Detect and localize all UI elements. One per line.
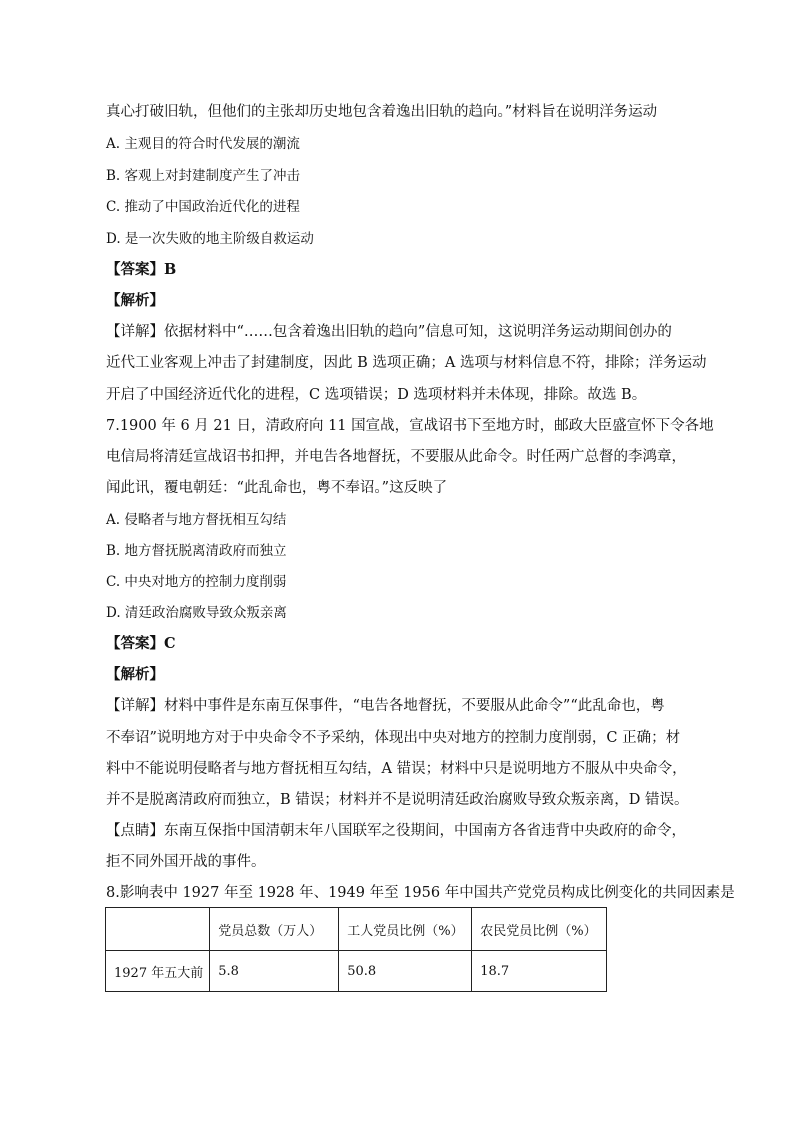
option-a: A. 主观目的符合时代发展的潮流 — [106, 136, 300, 152]
option-d: D. 清廷政治腐败导致众叛亲离 — [106, 605, 287, 621]
tip-line: 【点睛】东南互保指中国清朝末年八国联军之役期间，中国南方各省违背中央政府的命令， — [106, 823, 686, 839]
tip-line: 拒不同外国开战的事件。 — [106, 854, 266, 870]
answer-label: 【答案】B — [106, 261, 177, 278]
table-row — [106, 951, 607, 992]
question-7-line: 闻此讯，覆电朝廷：“此乱命也，粤不奉诏。”这反映了 — [106, 480, 448, 496]
explanation-line: 【详解】依据材料中“……包含着逸出旧轨的趋向”信息可知，这说明洋务运动期间创办的 — [106, 324, 672, 340]
table-header-cell: 工人党员比例（%） — [339, 908, 472, 951]
answer-label: 【答案】C — [106, 635, 176, 652]
party-member-table — [105, 907, 607, 992]
analysis-label: 【解析】 — [106, 666, 164, 683]
analysis-label: 【解析】 — [106, 292, 164, 309]
explanation-line: 近代工业客观上冲击了封建制度，因此 B 选项正确；A 选项与材料信息不符，排除；洋务运动 — [106, 355, 707, 371]
text-line: 真心打破旧轨，但他们的主张却历史地包含着逸出旧轨的趋向。”材料旨在说明洋务运动 — [106, 104, 658, 120]
table-cell: 18.7 — [472, 951, 607, 992]
option-c: C. 中央对地方的控制力度削弱 — [106, 574, 287, 590]
option-d: D. 是一次失败的地主阶级自救运动 — [106, 231, 314, 247]
option-b: B. 客观上对封建制度产生了冲击 — [106, 168, 301, 184]
table-header-cell — [106, 908, 210, 951]
table-cell: 1927 年五大前 — [106, 951, 210, 992]
option-c: C. 推动了中国政治近代化的进程 — [106, 199, 300, 215]
explanation-line: 并不是脱离清政府而独立，B 错误；材料并不是说明清廷政治腐败导致众叛亲离，D 错误。 — [106, 792, 689, 808]
explanation-line: 【详解】材料中事件是东南互保事件，“电告各地督抚，不要服从此命令”“此乱命也，粤 — [106, 698, 665, 714]
table-cell: 50.8 — [339, 951, 472, 992]
option-a: A. 侵略者与地方督抚相互勾结 — [106, 512, 287, 528]
table-header-cell: 农民党员比例（%） — [472, 908, 607, 951]
option-b: B. 地方督抚脱离清政府而独立 — [106, 543, 287, 559]
explanation-line: 不奉诏”说明地方对于中央命令不予采纳，体现出中央对地方的控制力度削弱，C 正确；材 — [106, 730, 681, 746]
table-cell: 5.8 — [210, 951, 339, 992]
question-8-line: 8.影响表中 1927 年至 1928 年、1949 年至 1956 年中国共产党党员构成比例变化的共同因素是 — [106, 885, 735, 901]
table-header-row — [106, 908, 607, 951]
explanation-line: 料中不能说明侵略者与地方督抚相互勾结，A 错误；材料中只是说明地方不服从中央命令， — [106, 761, 687, 777]
question-7-line: 电信局将清廷宣战诏书扣押，并电告各地督抚，不要服从此命令。时任两广总督的李鸿章， — [106, 449, 686, 465]
table-header-cell: 党员总数（万人） — [210, 908, 339, 951]
question-7-line: 7.1900 年 6 月 21 日，清政府向 11 国宣战，宣战诏书下至地方时，邮政大臣盛宣怀下令各地 — [106, 418, 714, 434]
explanation-line: 开启了中国经济近代化的进程，C 选项错误；D 选项材料并未体现，排除。故选 B。 — [106, 387, 647, 403]
